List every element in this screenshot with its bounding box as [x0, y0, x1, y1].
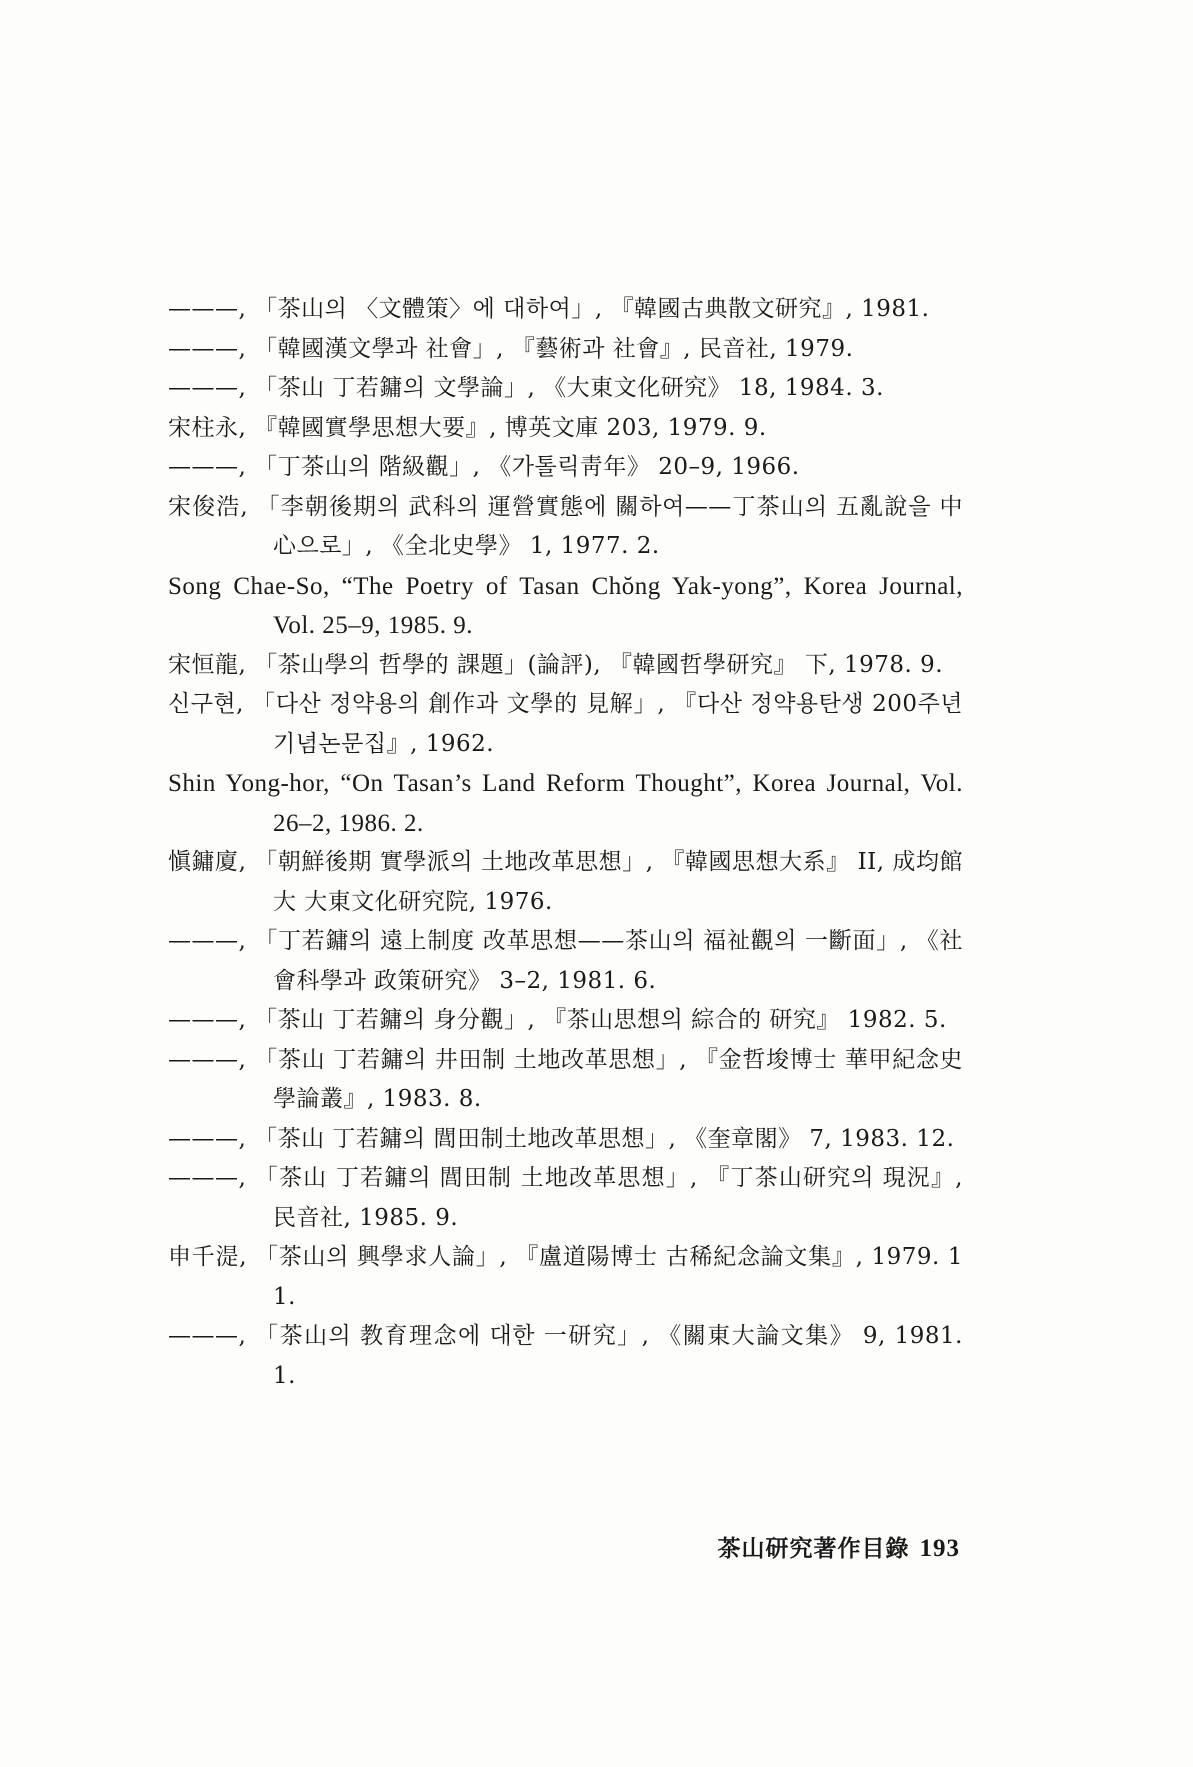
bibliography-entry: [168, 1001, 963, 1041]
entry-text: 宋俊浩, 「李朝後期의 武科의 運營實態에 關하여——丁茶山의 五亂說을 中心으로」, 《全北史學》 1, 1977. 2.: [168, 493, 963, 559]
bibliography-entry: [168, 1159, 963, 1238]
bibliography-entry: [168, 764, 963, 843]
entry-text: 宋恒龍, 「茶山學의 哲學的 課題」(論評), 『韓國哲學研究』 下, 1978. 9.: [168, 651, 944, 678]
bibliography-entry: [168, 922, 963, 1001]
entry-text: 愼鏞廈, 「朝鮮後期 實學派의 土地改革思想」, 『韓國思想大系』 II, 成均館大 大東文化研究院, 1976.: [168, 849, 963, 915]
bibliography-entry: [168, 448, 963, 488]
entry-text: Song Chae-So, “The Poetry of Tasan Chŏng Yak-yong”, Korea Journal, Vol. 25–9, 1985. 9.: [168, 572, 963, 639]
bibliography-entry: [168, 1317, 963, 1396]
bibliography-list: [168, 290, 963, 1396]
running-title: 茶山研究著作目錄: [717, 1535, 910, 1562]
entry-text: 宋柱永, 『韓國實學思想大要』, 博英文庫 203, 1979. 9.: [168, 414, 767, 441]
bibliography-entry: [168, 685, 963, 764]
entry-text: ———, 「茶山 丁若鏞의 閭田制 土地改革思想」, 『丁茶山研究의 現況』, 民音社, 1985. 9.: [168, 1165, 963, 1231]
entry-text: ———, 「茶山의 〈文體策〉에 대하여」, 『韓國古典散文研究』, 1981.: [168, 296, 930, 322]
bibliography-entry: [168, 330, 963, 370]
entry-text: ———, 「茶山 丁若鏞의 身分觀」, 『茶山思想의 綜合的 研究』 1982. 5.: [168, 1007, 947, 1033]
page-number: 193: [919, 1535, 960, 1562]
bibliography-entry: [168, 488, 963, 567]
entry-text: ———, 「丁茶山의 階級觀」, 《가톨릭靑年》 20–9, 1966.: [168, 454, 800, 480]
entry-text: ———, 「韓國漢文學과 社會」, 『藝術과 社會』, 民音社, 1979.: [168, 335, 854, 362]
entry-text: 신구현, 「다산 정약용의 創作과 文學的 見解」, 『다산 정약용탄생 200주년 기념논문집』, 1962.: [168, 691, 963, 757]
bibliography-entry: [168, 1238, 963, 1317]
bibliography-entry: [168, 646, 963, 686]
bibliography-entry: [168, 369, 963, 409]
entry-text: ———, 「丁若鏞의 遠上制度 改革思想——茶山의 福祉觀의 一斷面」, 《社會科學과 政策研究》 3–2, 1981. 6.: [168, 928, 963, 994]
entry-text: ———, 「茶山의 教育理念에 대한 一研究」, 《關東大論文集》 9, 1981. 1.: [168, 1323, 963, 1389]
entry-text: ———, 「茶山 丁若鏞의 文學論」, 《大東文化研究》 18, 1984. 3.: [168, 375, 884, 401]
entry-text: 申千湜, 「茶山의 興學求人論」, 『盧道陽博士 古稀紀念論文集』, 1979. 11.: [168, 1244, 963, 1310]
bibliography-entry: [168, 409, 963, 449]
bibliography-entry: [168, 1041, 963, 1120]
bibliography-entry: [168, 290, 963, 330]
entry-text: Shin Yong-hor, “On Tasan’s Land Reform Thought”, Korea Journal, Vol. 26–2, 1986. 2.: [168, 770, 963, 837]
running-footer: [640, 1530, 960, 1563]
entry-text: ———, 「茶山 丁若鏞의 閭田制土地改革思想」, 《奎章閣》 7, 1983. 12.: [168, 1125, 955, 1152]
bibliography-entry: [168, 1120, 963, 1160]
bibliography-entry: [168, 567, 963, 646]
entry-text: ———, 「茶山 丁若鏞의 井田制 土地改革思想」, 『金哲埈博士 華甲紀念史學論叢』, 1983. 8.: [168, 1046, 963, 1112]
bibliography-entry: [168, 843, 963, 922]
